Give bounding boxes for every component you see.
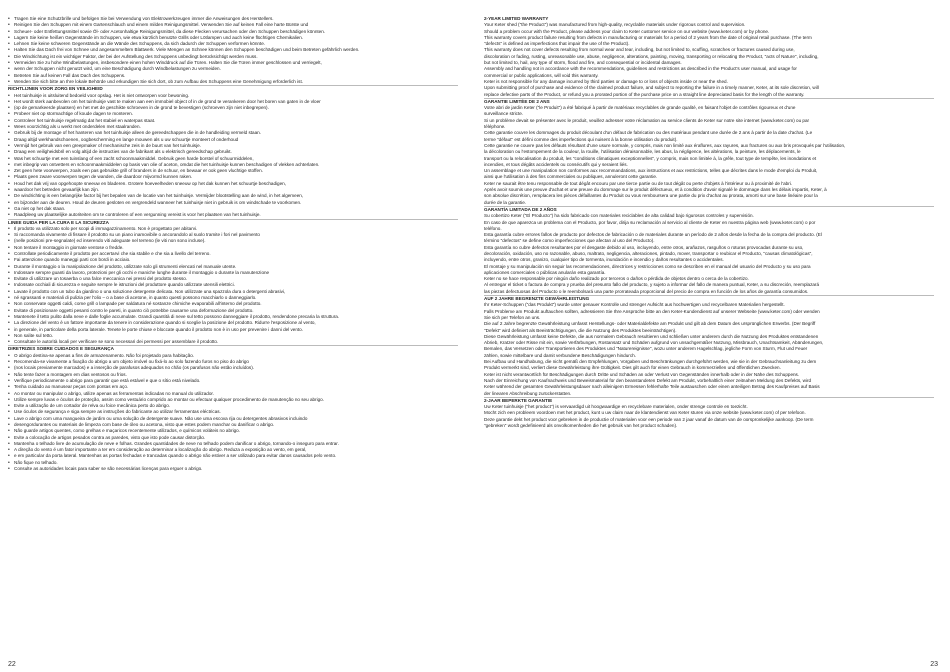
nl-warranty-line: Mocht zich een probleem voordoen met het product, kunt u uw claim naar de klantendienst van Keter sturen via onze website (www.keter.com) of per telefoon. — [484, 410, 806, 416]
fr-warranty-line: transport ou la relocalisation du produit, les "conditions climatiques exceptionnelles", y compris, mais non limitée à, la grêle, tout type de tempête, les inondations et — [484, 155, 817, 161]
fr-warranty-line: incendies, et tous dégâts accidentels ou consécutifs qui y seraient liés. — [484, 161, 628, 167]
en-warranty-line: Should a problem occur with the Product, please address your claim to Keter customer service on our website (www.keter.com) or by phone. — [484, 28, 770, 34]
nl-safety-item: • Het wordt sterk aanbevolen om het tuinhuisje vast te maken aan een immobiel object of in de grond te verankeren door het boren van gaten in de vloer — [8, 99, 458, 105]
fr-warranty-line: la décoloration ou l'estompement de la couleur, la rouille, l'utilisation déraisonnable, les abus, la négligence, les altérations, la peinture, les déplacements, le — [484, 149, 801, 155]
es-warranty-line: En caso de que aparezca un problema con el Producto, por favor, dirija su reclamación al servicio al cliente de Keter en nuestra página web (www.keter.com) o por — [484, 219, 816, 225]
en-warranty-line: "defects" is defined as imperfections that impair the use of the Product). — [484, 41, 630, 47]
es-warranty-line: aplicaciones comerciales o públicas anularán esta garantía. — [484, 269, 606, 275]
nl-safety-item: • en bijzonder aan de deuren. Houd de deuren gesloten en vergrendeld wanneer het tuinhuisje niet in gebruik is om windschade te voorkomen. — [8, 200, 458, 206]
pt-safety-item: • A direção do vento é um fator importante a ter em consideração ao determinar a localização do abrigo. Reduza a exposição ao vento, em geral, — [8, 447, 458, 453]
it-safety-item: • Fai attenzione quando maneggi parti con bordi in acciaio. — [8, 257, 458, 263]
nl-safety-item: • Plaats geen zware voorwerpen tegen de wanden, die daardoor mijvormd kunnen raken. — [8, 174, 458, 180]
de-warranty-line: zählen, sowie mittelbare und damit verbundene Beschädigungen hindurch. — [484, 352, 636, 358]
it-safety-item: • Si raccomanda vivamente di fissare il prodotto su un piano inamovibile o ancorandolo al suolo tramite i fori nel pavimento — [8, 232, 458, 238]
en-warranty-line: Upon submitting proof of purchase and evidence of the claimed product failure, and subject to reporting the failure in a timely manner, Keter, at its sole discretion, will — [484, 85, 819, 91]
es-warranty-line: incluyendo, entre otros, granizo, cualquier tipo de tormenta, inundación e incendio y daños resultantes o accidentales. — [484, 257, 724, 263]
en-warranty-line: This warranty does not cover defects resulting from normal wear and tear, including, but not limited to, scuffing, scratches or fractures caused during use, — [484, 47, 795, 53]
en-warranty-section — [484, 16, 934, 98]
fr-warranty-line: son absolue discrétion, remplacera les pièces défaillantes du Produit ou vous remboursera une partie du prix d'achat au prorata, amorti sur une base linéaire pour la — [484, 193, 818, 199]
it-safety-item: • Non tentare il montaggio in giornate ventose o fredde. — [8, 245, 458, 251]
en-warranty-heading: 2-YEAR LIMITED WARRANTY — [484, 16, 549, 21]
fr-warranty-line: Après avoir soumis une preuve d'achat et une preuve du dommage sur le produit défectueux, et à condition d'avoir signalé le dommage dans les délais impartis, Keter, à — [484, 187, 827, 193]
pt-safety-item: • e em particular da porta lateral. Mantenhas as portas fechadas e trancadas quando o abrigo não estiver a ser utilizado para evitar danos causados pelo vento. — [8, 453, 458, 459]
de-warranty-line: "Defekt" wird definiert als Beeinträchtigungen, die die Nutzung des Produktes beeinträchtigen). — [484, 327, 677, 333]
pt-safety-item: • desengordurantes ou materiais de limpeza com base de óleo ou acetona, visto que estes podem manchar ou danificar o abrigo. — [8, 422, 458, 428]
es-warranty-line: las piezas defectuosas del Producto o le reembolsará una parte prorrateada proporcional del precio de compra en función de los años de garantía consumidos. — [484, 288, 809, 294]
nl-safety-item: • Ga niet op het dak staan. — [8, 206, 458, 212]
fr-warranty-line: Cette garantie ne couvre pas les défauts résultant d'une usure normale, y compris, mais non limité aux éraflures, aux rayures, aux fractures ou aux bris provoqués par l'utilisation, — [484, 142, 846, 148]
de-warranty-heading: AUF 2 JAHRE BEGRENZTE GEWÄHRLEISTUNG — [484, 295, 934, 302]
nl-safety-item: • De windrichting is een belangrijke factor bij het bepalen van de locatie van het tuinhuisje. Vermijder blootstelling aan de wind, in het algemeen, — [8, 193, 458, 199]
es-warranty-line: Keter no se hace responsable por ningún daño realizado por terceros o daños o pérdida de objetos dentro o cerca de la cobertizo. — [484, 276, 749, 282]
fr-warranty-heading: GARANTIE LIMITÉE DE 2 ANS — [484, 98, 934, 105]
pt-safety-item: • Ao montar ou manipular o abrigo, utilize apenas as ferramentas indicadas no manual do utilizador. — [8, 391, 458, 397]
nl-safety-item: • Was het schuurtje met een tuinslang of een zacht schoonmaakmiddel. Gebruik geen harde borstel of schuurmiddelen, — [8, 156, 458, 162]
nl-safety-item: • Vermijd het gebruik van een greepmaker of mechanische zeis in de buurt van het tuinhuisje. — [8, 143, 458, 149]
pt-safety-item: • Verifique periodicamente o abrigo para garantir que está estável e que o sítio está nivelado. — [8, 378, 458, 384]
it-safety-item: • Indossate occhiali di sicurezza e seguite sempre le istruzioni del produttore quando utilizzate utensili elettrici. — [8, 282, 458, 288]
fr-warranty-line: durée de la garantie. — [484, 199, 527, 205]
pt-safety-item: • O abrigo destina-se apenas a fins de armazenamento. Não foi projetado para habitação. — [8, 353, 458, 359]
es-warranty-line: Su cobertizo Keter ("El Producto") ha sido fabricado con materiales reciclables de alta calidad bajo rigurosos controles y supervisión. — [484, 213, 754, 219]
nl-safety-item: • Probeer niet op stormachtige of koude dagen te monteren. — [8, 111, 458, 117]
nl-warranty-line: Deze garantie dekt het product voor gebreken in de productie of materialen voor een periode van 2 jaar vanaf de datum van de oorspronkelijke aankoop. (De term — [484, 416, 814, 422]
it-safety-item: • Evitate di posizionare oggetti pesanti contro le pareti, in quanto ciò potrebbe causarne una deformazione del prodotto. — [8, 308, 458, 314]
pt-safety-item: • Não guarde artigos quentes, como grelhas e maçaricos recentemente utilizados, e químicos voláteis no abrigo. — [8, 428, 458, 434]
pt-safety-item: • Mantenha o telhado livre de acumulação de neve e folhas. Grandes quantidades de neve no telhado podem danificar o abrigo, tornando-o inseguro para entrar. — [8, 441, 458, 447]
pt-safety-item: • Use óculos de segurança e siga sempre as instruções do fabricante ao utilizar ferramentas eléctricas. — [8, 409, 458, 415]
nl-safety-section — [8, 85, 458, 218]
nl-warranty-line: "gebreken" wordt gedefinieerd als onvolkomenheden die het gebruik van het product schaden). — [484, 423, 678, 428]
nl-safety-item: • Raadpleeg uw plaatselijke autoriteiten om te controleren of een vergunning vereist is voor het plaatsen van het tuinhuisje. — [8, 212, 458, 218]
de-warranty-line: Diese Gewährleistung umfasst keine Defekte, die aus normalem Gebrauch resultieren und schließen unter anderem durch die Nutzung des Produktes entstandenen — [484, 333, 819, 339]
de-warranty-line: Die auf 2 Jahre begrenzte Gewährleistung umfasst Herstellungs- oder Materialdefekte am Produkt und gilt ab dem Datum des ursprünglichen Erwerbs. (Der Begriff — [484, 321, 816, 327]
en-warranty-line: but not limited to, hail, any type of storm, flood and fire, and consequential or incidental damages. — [484, 60, 682, 66]
de-safety-item: • wenn der Schuppen nicht genutzt wird, um eine Beschädigung durch Windbelastungen zu vermeiden. — [8, 66, 458, 72]
nl-safety-item: • Draag altijd werkhandschoenen, oogbescherming en lange mouwen als u uw schuurtje monteert of onderhoud — [8, 137, 458, 143]
es-warranty-heading: GARANTÍA LIMITADA DE 2 AÑOS — [484, 206, 934, 213]
nl-safety-item: • (op de gemarkeerde plaatsen) en het met de geschikte schroeven in de grond te bevestigen (schroeven zijn niet inbegrepen). — [8, 105, 458, 111]
nl-safety-item: • Houd het dak vrij van opgehoopte sneeuw en bladeren. Grotere hoeveelheden sneeuw op het dak kunnen het schuurtje beschadigen, — [8, 181, 458, 187]
it-safety-item: • Mantenete il tetto pulito dalla neve e dalle foglie accumulate. Grandi quantità di neve sul tetto possono danneggiare il prodotto, rendendone precaria la struttura. — [8, 314, 458, 320]
es-warranty-line: decoloración, oxidación, uso no razonable, abuso, maltrato, negligencia, alteraciones, pintado, mover, transportar o reubicar el Producto, "causas climatológicas", — [484, 250, 813, 256]
pt-safety-item: • Evite a utilização de um cortador de relva ou foice mecânica perto do abrigo. — [8, 403, 458, 409]
pt-safety-item: • Evite a colocação de artigos pesados contra as paredes, visto que isto pode causar distorção. — [8, 435, 458, 441]
it-safety-item: • Consultate le autorità locali per verificare se sono necessari dei permessi per assemblare il prodotto. — [8, 339, 458, 345]
fr-warranty-line: Votre abri de jardin Keter ("le Produit") a été fabriqué à partir de matériaux recyclables de grande qualité, en faisant l'objet de contrôles rigoureux et d'une — [484, 105, 796, 111]
nl-warranty-section — [484, 397, 934, 429]
de-safety-item: • Halten Sie das Dach frei von Schnee und angesammeltem Blattwerk. Viele Mengen an Schnee können den Schuppen beschädigen und beim Betreten gefährlich werden. — [8, 47, 458, 53]
fr-warranty-line: Keter ne saurait être tenu responsable de tout dégât encouru par une tierce partie ou de tout dégât ou perte d'objets à l'intérieur ou à proximité de l'abri. — [484, 180, 793, 186]
es-warranty-line: Esta garantía cubre errores fallos de producto por defectos de fabricación o de materiales durante un período de 2 años desde la fecha de la compra del producto. (El — [484, 232, 822, 238]
de-safety-item: • Wenden Sie sich bitte an Ihre lokale Behörde und erkundigen Sie sich dort, ob zum Aufbau des Schuppens eine Genehmigung erforderlich ist. — [8, 79, 458, 85]
de-safety-item: • Die Windrichtung ist ein wichtiger Faktor, der bei der Aufstellung des Schuppens unbedingt berücksichtigt werden muss. — [8, 54, 458, 60]
nl-safety-item: • Draag een veiligheidsbril en volg altijd de instructies van de fabrikant als u elektrisch gereedschap gebruikt. — [8, 149, 458, 155]
it-safety-item: • Durante il montaggio o la manipolazione del prodotto, utilizzate solo gli strumenti elencati nel manuale utente. — [8, 264, 458, 270]
de-warranty-line: Abrieb, Kratzer oder Risse mit ein, sowie Verfärbungen, Rostansatz und Schäden aufgrund von unsachgemäßer Nutzung, Missbrauch, Unachtsamkeit, Abänderungen, — [484, 340, 824, 346]
nl-safety-item: • met inbegrip van ontvetters en schoonmaakmiddelen op basis van olie of aceton, omdat die het tuinhuisje kunnen beschadigen of vlekken achterlaten. — [8, 162, 458, 168]
de-warranty-line: Ihr Keter-Schuppen ("das Produkt") wurde unter genauer Kontrolle und strenger Aufsicht aus hochwertigen und recycelbaren Materialien hergestellt. — [484, 302, 785, 308]
nl-warranty-heading: 2-JAAR BEPERKTE GARANTIE — [484, 397, 934, 404]
fr-warranty-line: Un assemblage et une manipulation non conformes aux recommandations, aux instructions et aux restrictions, telles que décrites dans le mode d'emploi du Produit, — [484, 168, 818, 174]
nl-warranty-line: Uw Keter tuinhuisje ("het product") is vervaardigd uit hoogwaardige en recyclebare materialen, onder strenge controle en toezicht. — [484, 404, 748, 410]
de-warranty-line: Keter während der gesamten Gewährleistungsdauer nach alleinigem Ermessen fehlerhafte Teile austauschen oder einen anteiligen Betrag des Kaufpreises auf Basis — [484, 384, 820, 390]
pt-safety-item: • Lave o abrigo com uma mangueira de jardim ou uma solução de detergente suave. Não use uma escova rija ou detergentes abrasivos incluindo — [8, 416, 458, 422]
pt-safety-item: • Utilize sempre luvas e óculos de proteção, assim como vestuário comprido ao montar ou efectuar qualquer procedimento de manutenção no seu abrigo. — [8, 397, 458, 403]
de-warranty-line: Bemalen, das Versetzen oder Transportieren des Produktes und "Naturereignisse", wozu unter anderem Hagelschlag, jegliche Form von Sturm, Flut und Feuer — [484, 346, 808, 352]
de-safety-item: • Tragen Sie eine Schutzbrille und befolgen Sie bei Verwendung von Elektrowerkzeugen immer die Anweisungen des Herstellers. — [8, 16, 458, 22]
de-warranty-line: der linearen Abschreibung zurückerstatten. — [484, 390, 572, 396]
pt-safety-item: • (nos locais previamente marcados) e a inserção de parafusos adequados no chão (os parafusos não estão incluídos). — [8, 365, 458, 371]
de-safety-item: • Vermeiden Sie zu hohe Windbelastungen, insbesondere einen hohen Winddruck auf die Türen. Halten Sie die Türen immer geschlossen und verriegelt, — [8, 60, 458, 66]
fr-warranty-line: ainsi que l'utilisation à des fins commerciales ou publiques, annuleront cette garantie. — [484, 174, 658, 180]
it-safety-item: • La direzione del vento è un fattore importante da tenere in considerazione quando si sceglie la posizione del prodotto. Ridurre l'esposizione al vento, — [8, 320, 458, 326]
fr-warranty-section — [484, 98, 934, 206]
fr-warranty-line: Cette garantie couvre les dommages du produit découlant d'un défaut de fabrication ou des matériaux pendant une durée de 2 ans à partir de la date d'achat. (Le — [484, 130, 813, 136]
de-warranty-line: Nach der Einreichung von Kaufnachweis und Beweismaterial für den beanstandeten Defekt am Produkt, vorbehaltlich einer zeitnahen Meldung des Defekts, wird — [484, 377, 812, 383]
it-safety-item: • Evitate di utilizzare un tosaerba o una falce meccanica nei pressi del prodotto stesso. — [8, 276, 458, 282]
en-warranty-line: replace defective parts of the Product, or refund you a prorated portion of the purchase price on a straight line depreciated basis for the length of the warranty. — [484, 91, 805, 97]
en-warranty-line: Keter is not responsible for any damage incurred by third parties or damage to or loss of objects inside or near the shed. — [484, 78, 728, 84]
pt-safety-section — [8, 345, 458, 472]
it-safety-item: • né sgrassanti e materiali di pulizia per l'olio – o a base di acetone, in quanto questi possono macchiarlo o danneggiarlo. — [8, 295, 458, 301]
nl-safety-item: • Het tuinhuisje is uitsluitend bedoeld voor opslag. Het is niet ontworpen voor bewoning. — [8, 93, 458, 99]
de-warranty-line: Sie sich per Telefon an uns. — [484, 314, 541, 320]
de-safety-item: • Lagern Sie keine heißen Gegenstände im Schuppen, wie etwa kürzlich benutzte Grills oder Lötlampen und auch keine flüchtigen Chemikalien. — [8, 35, 458, 41]
fr-warranty-line: téléphone. — [484, 124, 506, 130]
es-warranty-section — [484, 206, 934, 295]
de-warranty-line: Falls Probleme am Produkt auftauchen sollten, adressieren Sie Ihre Ansprüche bitte an den Keter-Kundendienst auf unserer Webseite (www.keter.com) oder wenden — [484, 308, 820, 314]
en-warranty-line: This warranty covers product failure resulting from defects in manufacturing or materials for a period of 2 years from the date of original retail purchase. (The term — [484, 34, 812, 40]
en-warranty-line: Your Keter shed ("the Product") was manufactured from high-quality, recyclable materials under rigorous control and supervision. — [484, 22, 746, 28]
de-safety-item: • Betreten Sie auf keinen Fall das Dach des Schuppens. — [8, 73, 458, 79]
it-safety-item: • (nelle posizioni pre-segnalate) ed inserendo viti adeguate nel terreno (le viti non sono incluse). — [8, 238, 458, 244]
it-safety-item: • Non salite sul tetto. — [8, 333, 458, 339]
es-warranty-line: El montaje y su manipulación sin seguir las recomendaciones, directrices y restricciones como se describen en el manual del usuario del Producto y su uso para — [484, 263, 811, 269]
de-safety-item: • Reinigen Sie den Schuppen mit einem Gartenschlauch und einem milden Reinigungsmittel. Verwenden Sie auf keinen Fall eine harte Bürste und — [8, 22, 458, 28]
fr-warranty-line: terme "défaut" est défini comme des imperfections qui nuisent à la bonne utilisation du produit). — [484, 136, 678, 142]
left-page — [8, 16, 458, 656]
en-warranty-line: discoloration or fading, rusting, unreasonable use, abuse, negligence, alterations, painting, moving, transporting or relocating the Product, "acts of Nature", including, — [484, 53, 819, 59]
en-warranty-line: Assembly and handling not in accordance with the recommendations, guidelines and restrictions as described in the Product's user manual, and usage for — [484, 66, 797, 72]
right-page — [484, 16, 934, 656]
nl-safety-item: • waardoor het betreden gevaarlijk kan zijn. — [8, 187, 458, 193]
de-safety-section — [8, 16, 458, 85]
en-warranty-line: commercial or public applications, will void this warranty. — [484, 72, 599, 78]
it-safety-heading: LINEE GUIDA PER LA CURA E LA SICUREZZA — [8, 219, 458, 226]
pt-safety-item: • Recomenda-se vivamente a fixação do abrigo a um objeto imóvel ou fixá-lo ao solo fazendo furos no piso do abrigo — [8, 359, 458, 365]
it-safety-item: • Non conservate oggetti caldi, come grill o lampade per saldatura né sostanze chimiche evaporabili all'interno del prodotto. — [8, 301, 458, 307]
es-warranty-line: teléfono. — [484, 225, 502, 231]
page-number-left: 22 — [8, 661, 16, 668]
fr-warranty-line: Si un problème devait se présenter avec le produit, veuillez adresser votre réclamation au service clients de Keter sur notre site internet (www.keter.com) ou par — [484, 117, 810, 123]
it-safety-item: • Controllate periodicamente il prodotto per accertarvi che sia stabile e che sia a livello del terreno. — [8, 251, 458, 257]
nl-safety-item: • Controleer het tuinhuisje regelmatig dat het stabiel en waterpas staat. — [8, 118, 458, 124]
it-safety-item: • Lavate il prodotto con un tubo da giardino o una soluzione detergente delicata. Non utilizzate una spazzola dura o detergenti abrasivi, — [8, 289, 458, 295]
de-safety-item: • Lehnen Sie keine schweren Gegenstände an die Wände des Schuppens, da sich dadurch der Schuppen verformen könnte. — [8, 41, 458, 47]
it-safety-item: • in generale, in particolare della porta laterale. Tenete le porte chiuse e bloccate quando il prodotto non è in uso per prevenire i danni del vento. — [8, 327, 458, 333]
nl-safety-heading: RICHTLIJNEN VOOR ZORG EN VEILIGHEID — [8, 85, 458, 92]
de-warranty-section — [484, 295, 934, 397]
nl-safety-item: • Zet geen hete voorwerpen, zoals een pas gebruikte grill of branders in de schuur, en bewaar er ook geen vluchtige stoffen. — [8, 168, 458, 174]
pt-safety-item: • Não tente fazer a montagem em dias ventosos ou frios. — [8, 372, 458, 378]
de-warranty-line: Bei Aufbau und Handhabung, die nicht gemäß den Empfehlungen, Vorgaben und Beschränkungen durchgeführt werden, wie sie in der Gebrauchsanleitung zu dem — [484, 359, 817, 365]
pt-safety-heading: DIRETRIZES SOBRE CUIDADOS E SEGURANÇA — [8, 345, 458, 352]
de-warranty-line: Produkt vermerkt sind, verliert diese Gewährleistung ihre Gültigkeit. Dies gilt auch für einen Gebrauch in kommerziellen und öffentlichen Zwecken. — [484, 365, 781, 371]
nl-safety-item: • Gebruik bij de montage of het hanteren van het tuinhuisje alleen de gereedschappen die in de handleiding vermeld staan. — [8, 130, 458, 136]
fr-warranty-line: surveillance stricte. — [484, 111, 524, 117]
de-warranty-line: Keter ist nicht verantwortlich für Beschädigungen durch Dritte und Schäden an oder Verlust von Gegenständen innerhalb oder in der Nähe des Schuppens. — [484, 371, 800, 377]
es-warranty-line: Esta garantía no cubre defectos resultantes por el desgaste debido al uso, incluyendo, entre otros, arañazos, rasguños o roturas provocadas durante su uso, — [484, 244, 804, 250]
pt-safety-item: • Tenha cuidado ao manusear peças com pontas em aço. — [8, 384, 458, 390]
es-warranty-line: término "defectos" se define como imperfecciones que afectan al uso del Producto). — [484, 238, 655, 244]
it-safety-item: • Indossare sempre guanti da lavoro, protezioni per gli occhi e maniche lunghe durante il montaggio o durante la manutenzione — [8, 270, 458, 276]
page-number-right: 23 — [930, 661, 938, 668]
de-safety-item: • Scheuer- oder Entfettungsmittel sowie Öl- oder Acetonhaltige Reinigungsmittel, da diese Flecken verursachen oder den Schuppen beschädigen könnten. — [8, 29, 458, 35]
nl-safety-item: • Wees voorzichtig als u werkt met onderdelen met staalranden. — [8, 124, 458, 130]
es-warranty-line: Al entregar el ticket o factura de compra y prueba del presunto fallo del producto, y sujeto a informar del fallo de manera puntual, Keter, a su discreción, reemplazará — [484, 282, 820, 288]
pt-safety-item: • Consulte as autoridades locais para saber se são necessárias licenças para erguer o abrigo. — [8, 466, 458, 472]
it-safety-item: • Il prodotto va utilizzato solo per scopi di immagazzinamento. Non è progettato per abitarvi. — [8, 226, 458, 232]
pt-safety-item: • Não fique no telhado. — [8, 460, 458, 466]
it-safety-section — [8, 219, 458, 346]
